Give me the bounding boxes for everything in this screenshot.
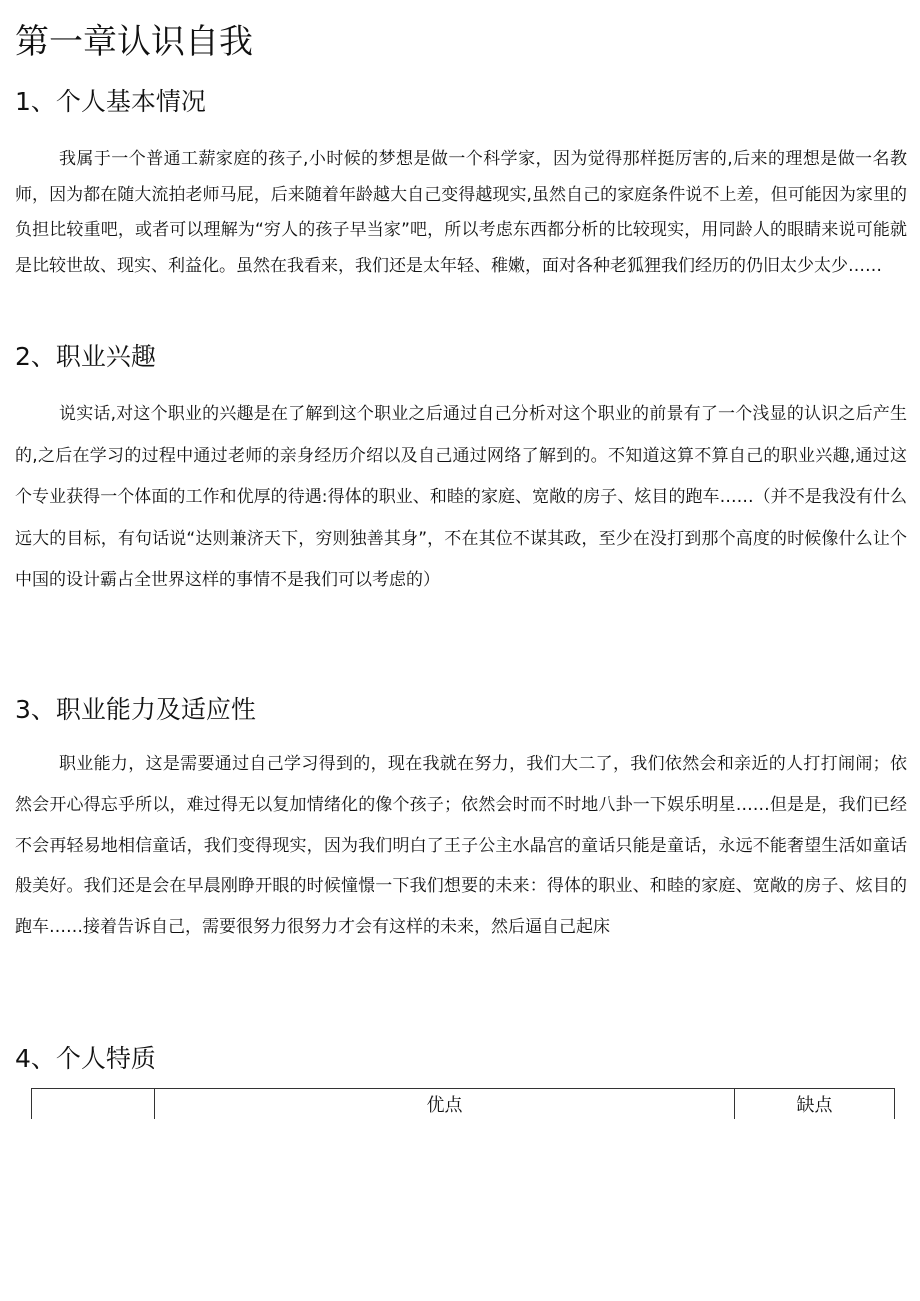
chapter-title: 第一章认识自我 — [15, 22, 253, 62]
section-heading-basic-info: 1、个人基本情况 — [15, 87, 206, 116]
section-heading-career-ability: 3、职业能力及适应性 — [15, 695, 256, 724]
traits-table-header-blank — [32, 1089, 155, 1120]
paragraph-basic-info: 我属于一个普通工薪家庭的孩子,小时候的梦想是做一个科学家，因为觉得那样挺厉害的,后来的理想是做一名教师，因为都在随大流拍老师马屁，后来随着年龄越大自己变得越现实,虽然自己的家庭条件说不上差，但可能因为家里的负担比较重吧，或者可以理解为“穷人的孩子早当家”吧，所以考虑东西都分析的比较现实，用同龄人的眼睛来说可能就是比较世故、现实、利益化。虽然在我看来，我们还是太年轻、稚嫩，面对各种老狐狸我们经历的仍旧太少太少…… — [15, 149, 907, 276]
traits-table-header-row — [32, 1089, 895, 1120]
section-heading-personal-traits: 4、个人特质 — [15, 1044, 156, 1073]
traits-table-header-weaknesses: 缺点 — [735, 1089, 895, 1120]
traits-table — [31, 1088, 895, 1119]
paragraph-career-interest: 说实话,对这个职业的兴趣是在了解到这个职业之后通过自己分析对这个职业的前景有了一个浅显的认识之后产生的,之后在学习的过程中通过老师的亲身经历介绍以及自己通过网络了解到的。不知道这算不算自己的职业兴趣,通过这个专业获得一个体面的工作和优厚的待遇:得体的职业、和睦的家庭、宽敞的房子、炫目的跑车……（并不是我没有什么远大的目标，有句话说“达则兼济天下，穷则独善其身”，不在其位不谋其政，至少在没打到那个高度的时候像什么让个中国的设计霸占全世界这样的事情不是我们可以考虑的） — [15, 404, 907, 590]
section-heading-career-interest: 2、职业兴趣 — [15, 342, 156, 371]
paragraph-career-ability: 职业能力，这是需要通过自己学习得到的，现在我就在努力，我们大二了，我们依然会和亲近的人打打闹闹；依然会开心得忘乎所以，难过得无以复加情绪化的像个孩子；依然会时而不时地八卦一下娱乐明星……但是是，我们已经不会再轻易地相信童话，我们变得现实，因为我们明白了王子公主水晶宫的童话只能是童话，永远不能奢望生活如童话般美好。我们还是会在早晨刚睁开眼的时候憧憬一下我们想要的未来：得体的职业、和睦的家庭、宽敞的房子、炫目的跑车……接着告诉自己，需要很努力很努力才会有这样的未来，然后逼自己起床 — [15, 754, 907, 938]
traits-table-header-strengths: 优点 — [155, 1089, 735, 1120]
